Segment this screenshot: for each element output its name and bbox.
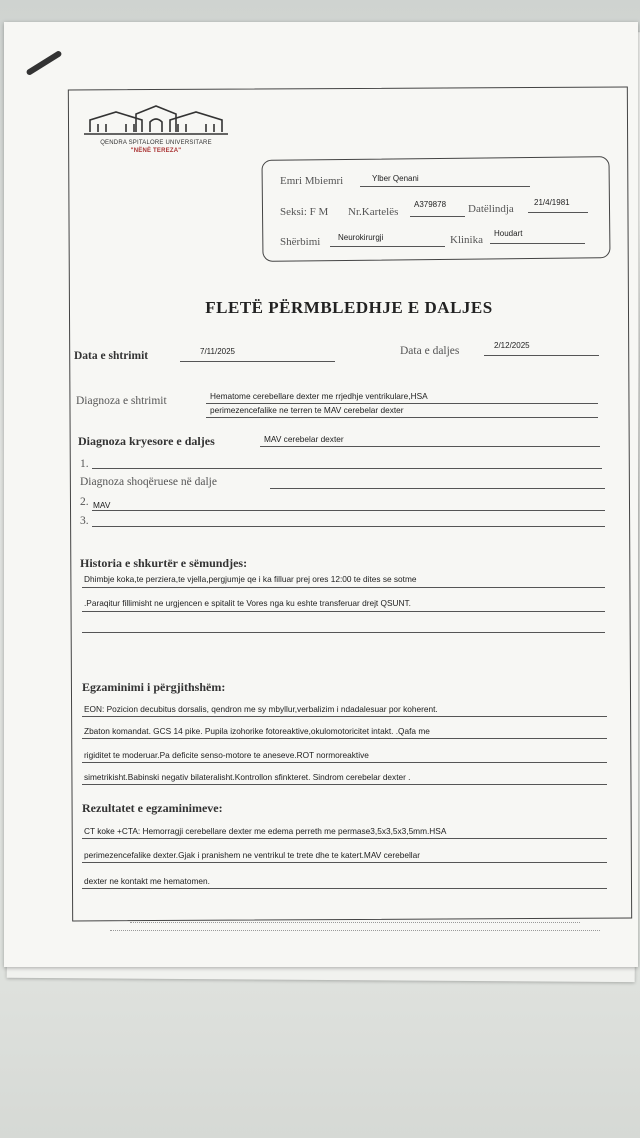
admission-diagnosis-label: Diagnoza e shtrimit bbox=[76, 395, 167, 407]
history-rule-1 bbox=[82, 587, 605, 588]
discharge-date-label: Data e daljes bbox=[400, 345, 460, 357]
exam-line-1: EON: Pozicion decubitus dorsalis, qendron me sy mbyllur,verbalizim i ndadalesuar por koherent. bbox=[84, 704, 438, 714]
hospital-name: QENDRA SPITALORE UNIVERSITARE bbox=[100, 140, 212, 146]
admission-diagnosis-line-2: perimezencefalike ne terren te MAV cerebelar dexter bbox=[210, 405, 404, 415]
hospital-subname: "NËNË TEREZA" bbox=[130, 148, 182, 154]
exam-line-2: Zbaton komandat. GCS 14 pike. Pupila izohorike fotoreaktive,okulomotoricitet intakt. .Qafa me bbox=[84, 726, 430, 736]
secondary-diagnosis-rule bbox=[270, 488, 605, 489]
history-rule-3 bbox=[82, 632, 605, 633]
results-rule-3 bbox=[82, 888, 607, 889]
exam-label: Egzaminimi i përgjithshëm: bbox=[82, 680, 226, 694]
admission-diagnosis-rule-2 bbox=[206, 417, 598, 418]
clinic-value: Houdart bbox=[494, 229, 523, 238]
birth-label: Datëlindja bbox=[468, 203, 514, 215]
card-line bbox=[410, 216, 465, 217]
main-diagnosis-label: Diagnoza kryesore e daljes bbox=[78, 434, 215, 448]
service-label: Shërbimi bbox=[280, 236, 321, 248]
admission-date-label: Data e shtrimit bbox=[74, 350, 149, 362]
service-value: Neurokirurgji bbox=[338, 233, 384, 242]
results-line-2: perimezencefalike dexter.Gjak i pranishem ne ventrikul te trete dhe te katert.MAV cerebellar bbox=[84, 850, 421, 860]
card-value: A379878 bbox=[414, 200, 447, 209]
history-label: Historia e shkurtër e sëmundjes: bbox=[80, 556, 248, 570]
exam-line-4: simetrikisht.Babinski negativ bilateralisht.Kontrollon sfinkteret. Sindrom cerebelar dexter . bbox=[84, 772, 411, 782]
main-diagnosis-value: MAV cerebelar dexter bbox=[264, 434, 344, 444]
results-rule-2 bbox=[82, 862, 607, 863]
sex-label: Seksi: F M bbox=[280, 206, 329, 218]
exam-rule-3 bbox=[82, 762, 607, 763]
results-line-1: CT koke +CTA: Hemorragji cerebellare dexter me edema perreth me permase3,5x3,5x3,5mm.HSA bbox=[84, 826, 447, 836]
card-label: Nr.Kartelës bbox=[348, 206, 399, 218]
name-line bbox=[360, 186, 530, 187]
secondary-diagnosis-item-3: 3. bbox=[80, 515, 89, 527]
admission-diagnosis-line-1: Hematome cerebellare dexter me rrjedhje ventrikulare,HSA bbox=[210, 391, 428, 401]
footer-fine-print-2 bbox=[110, 930, 600, 931]
history-line-1: Dhimbje koka,te perziera,te vjella,pergjumje qe i ka filluar prej ores 12:00 te dites se sotme bbox=[84, 574, 417, 584]
history-line-2: .Paraqitur fillimisht ne urgjencen e spitalit te Vores nga ku eshte transferuar drejt QSUNT. bbox=[84, 598, 411, 608]
name-value: Ylber Qenani bbox=[372, 174, 419, 183]
clinic-line bbox=[490, 243, 585, 244]
secondary-diagnosis-item-2-rule bbox=[92, 510, 605, 511]
discharge-date-line bbox=[484, 355, 599, 356]
main-diagnosis-rule bbox=[260, 446, 600, 447]
results-rule-1 bbox=[82, 838, 607, 839]
birth-value: 21/4/1981 bbox=[534, 198, 570, 207]
secondary-diagnosis-item-3-rule bbox=[92, 526, 605, 527]
results-label: Rezultatet e egzaminimeve: bbox=[82, 801, 223, 815]
history-rule-2 bbox=[82, 611, 605, 612]
name-label: Emri Mbiemri bbox=[280, 175, 344, 187]
exam-rule-2 bbox=[82, 738, 607, 739]
admission-date-line bbox=[180, 361, 335, 362]
admission-diagnosis-rule-1 bbox=[206, 403, 598, 404]
discharge-date-value: 2/12/2025 bbox=[494, 341, 530, 350]
exam-rule-1 bbox=[82, 716, 607, 717]
hospital-building-icon bbox=[76, 100, 236, 140]
admission-date-value: 7/11/2025 bbox=[200, 347, 235, 356]
birth-line bbox=[528, 212, 588, 213]
main-diagnosis-item-1: 1. bbox=[80, 458, 89, 470]
form-title: FLETË PËRMBLEDHJE E DALJES bbox=[205, 298, 493, 317]
secondary-diagnosis-item-2-value: MAV bbox=[93, 500, 111, 510]
main-diagnosis-item-1-rule bbox=[92, 468, 602, 469]
service-line bbox=[330, 246, 445, 247]
hospital-logo bbox=[76, 100, 236, 160]
exam-rule-4 bbox=[82, 784, 607, 785]
secondary-diagnosis-item-2-num: 2. bbox=[80, 496, 89, 508]
footer-fine-print-1 bbox=[130, 922, 580, 923]
secondary-diagnosis-label: Diagnoza shoqëruese në dalje bbox=[80, 476, 217, 488]
results-line-3: dexter ne kontakt me hematomen. bbox=[84, 876, 210, 886]
clinic-label: Klinika bbox=[450, 234, 483, 246]
exam-line-3: rigiditet te moderuar.Pa deficite senso-motore te aneseve.ROT normoreaktive bbox=[84, 750, 369, 760]
